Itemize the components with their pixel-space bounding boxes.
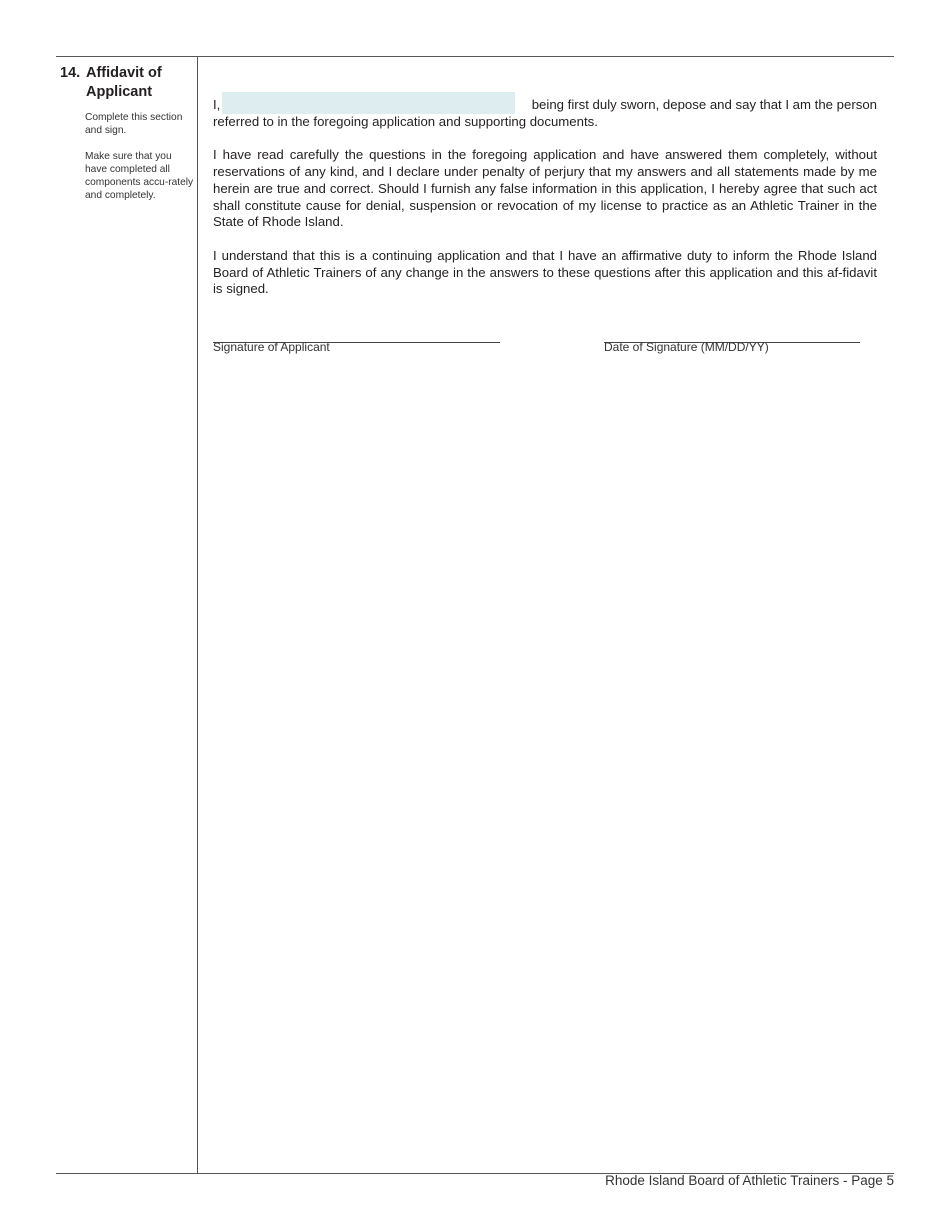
applicant-name-field[interactable] [222, 92, 515, 114]
applicant-signature-block[interactable] [213, 324, 500, 354]
applicant-signature-label: Signature of Applicant [213, 340, 330, 354]
section-title [86, 64, 194, 102]
signature-row [213, 324, 877, 364]
affidavit-prefix: I, [213, 97, 221, 113]
column-divider [197, 57, 198, 1174]
section-heading [60, 64, 194, 102]
section-title-line1: Affidavit of [86, 65, 162, 81]
affidavit-first-line-continued: referred to in the foregoing application and supporting documents. [213, 114, 598, 129]
instruction-note-accuracy: Make sure that you have completed all components accu-rately and completely. [85, 151, 194, 201]
instruction-note-complete: Complete this section and sign. [85, 112, 183, 136]
top-divider [56, 56, 894, 57]
section-title-line2: Applicant [86, 84, 153, 100]
affidavit-paragraph-declaration: I have read carefully the questions in the foregoing application and have answered them completely, without reservations of any kind, and I declare under penalty of perjury that my answers and all statements made by me herein are true and correct. Should I furnish any false information in this application, I hereby agree that such act shall constitute cause for denial, suspension or revocation of my license to practice as an Athletic Trainer in the State of Rhode Island. [213, 147, 877, 230]
affidavit-first-line [213, 92, 877, 114]
date-signature-label: Date of Signature (MM/DD/YY) [604, 340, 769, 354]
affidavit-body [213, 92, 877, 298]
affidavit-first-line-text: being first duly sworn, depose and say that I am the person [531, 97, 877, 113]
section-sidebar [60, 64, 194, 202]
page-footer: Rhode Island Board of Athletic Trainers - Page 5 [605, 1173, 894, 1188]
date-signature-block[interactable] [604, 324, 860, 354]
affidavit-paragraph-continuing: I understand that this is a continuing application and that I have an affirmative duty to inform the Rhode Island Board of Athletic Trainers of any change in the answers to these questions after this application and this af-fidavit is signed. [213, 247, 877, 297]
section-number: 14. [60, 65, 81, 81]
